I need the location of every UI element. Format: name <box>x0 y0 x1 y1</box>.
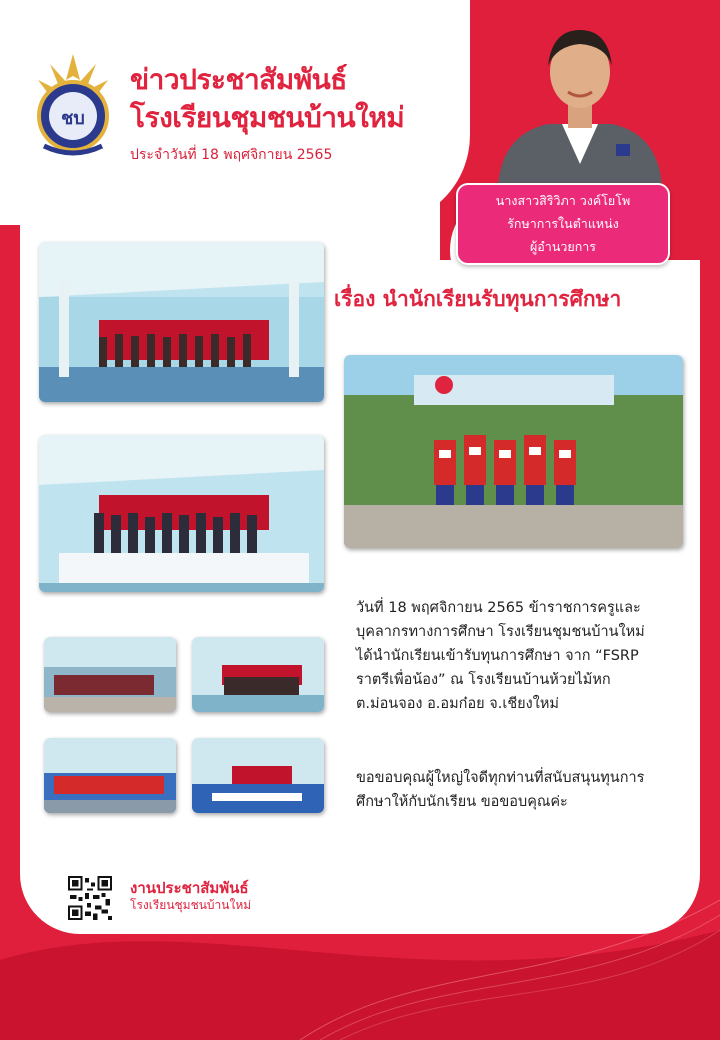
event-photo-5 <box>192 637 324 712</box>
director-role-line1: รักษาการในตำแหน่ง <box>507 216 619 231</box>
footer-title: งานประชาสัมพันธ์ <box>130 879 249 897</box>
school-logo-icon <box>30 50 116 162</box>
event-photo-2 <box>39 435 324 592</box>
issue-date: ประจำวันที่ 18 พฤศจิกายน 2565 <box>130 147 333 163</box>
event-photo-6 <box>44 738 176 813</box>
director-role-line2: ผู้อำนวยการ <box>529 239 597 254</box>
footer-subtitle: โรงเรียนชุมชนบ้านใหม่ <box>130 898 252 912</box>
director-name: นางสาวสิริวิภา วงค์โยโพ <box>495 193 631 208</box>
page-title-line1: ข่าวประชาสัมพันธ์ <box>130 63 347 96</box>
svg-text:ชบ: ชบ <box>61 108 85 129</box>
news-headline: เรื่อง นำนักเรียนรับทุนการศึกษา <box>334 287 622 311</box>
news-thanks-paragraph: ขอขอบคุณผู้ใหญ่ใจดีทุกท่านที่สนับสนุนทุนการศึกษาให้กับนักเรียน ขอขอบคุณค่ะ <box>356 770 645 810</box>
event-photo-7 <box>192 738 324 813</box>
event-photo-3 <box>344 355 683 548</box>
qr-code-icon <box>68 876 112 920</box>
director-name-box <box>456 183 670 265</box>
news-body-paragraph: วันที่ 18 พฤศจิกายน 2565 ข้าราชการครูและบุคลากรทางการศึกษา โรงเรียนชุมชนบ้านใหม่ ได้นำนักเรียนเข้ารับทุนการศึกษา จาก “FSRP ราตรีเพื่อน้อง” ณ โรงเรียนบ้านห้วยไม้หก ต.ม่อนจอง อ.อมก๋อย จ.เชียงใหม่ <box>356 600 645 712</box>
event-photo-4 <box>44 637 176 712</box>
page-title-line2: โรงเรียนชุมชนบ้านใหม่ <box>130 101 405 134</box>
director-portrait <box>488 14 672 186</box>
event-photo-1 <box>39 242 324 402</box>
